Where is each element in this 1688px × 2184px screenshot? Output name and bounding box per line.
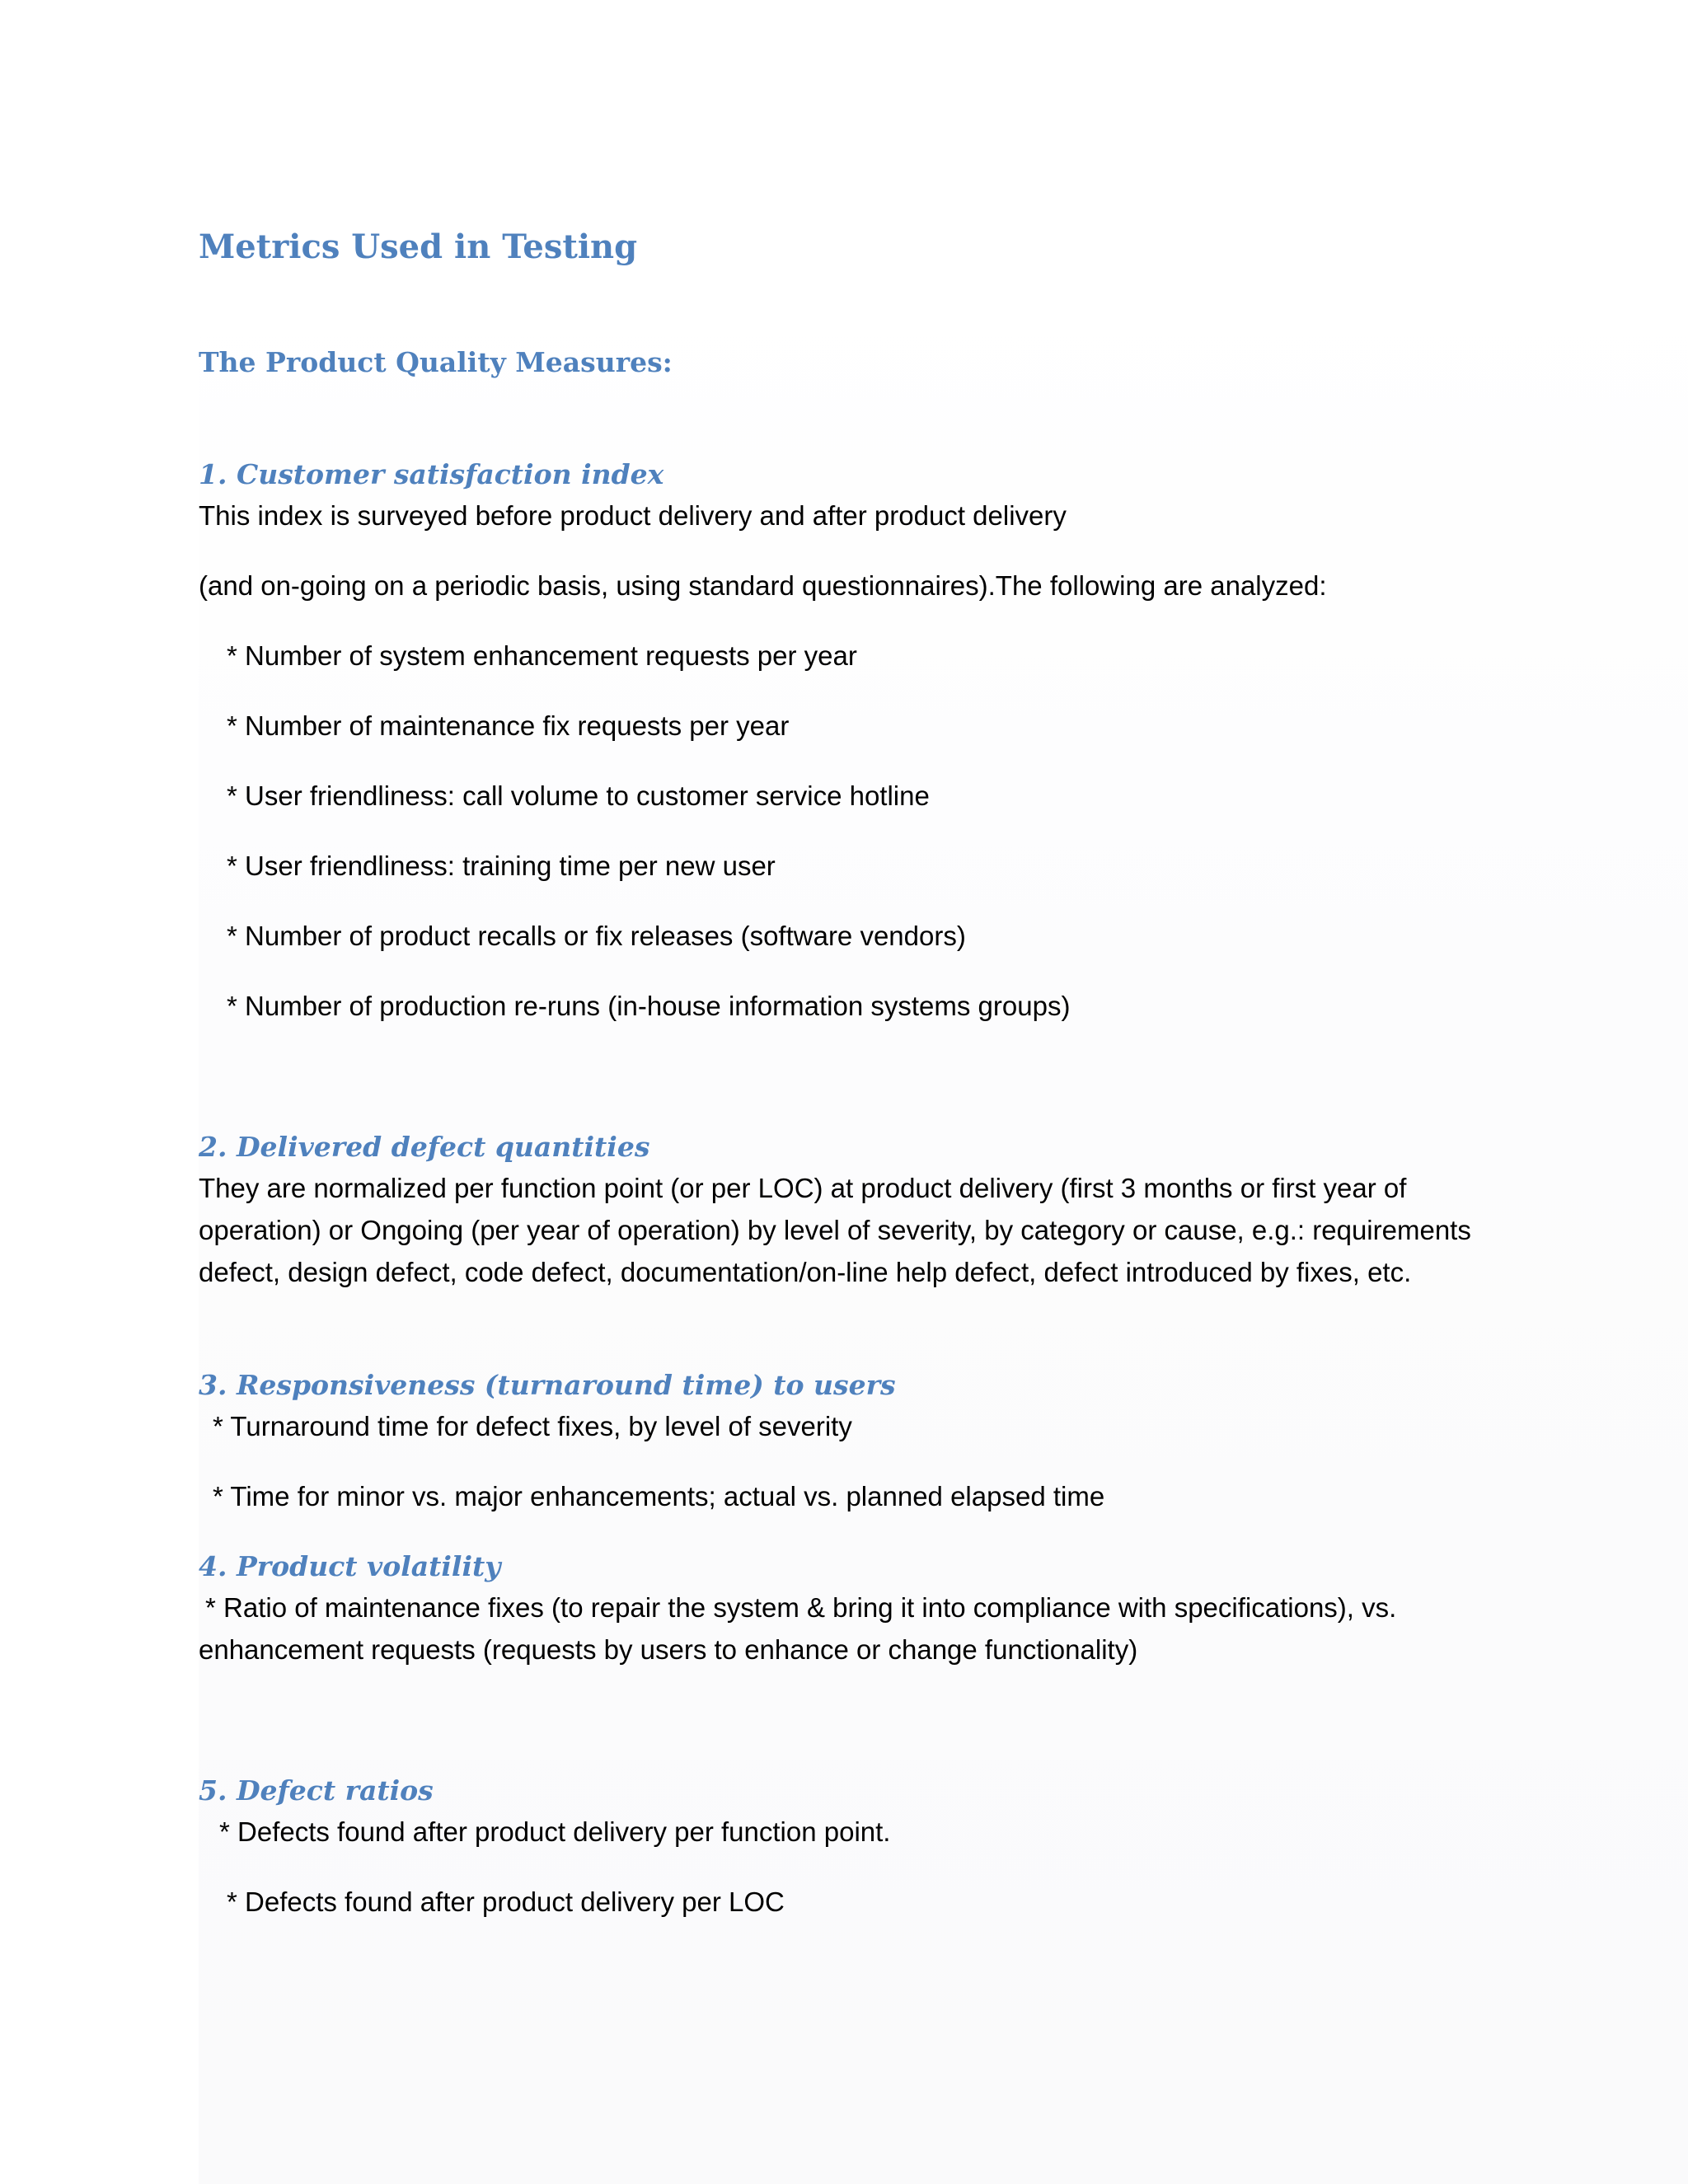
bullet-item: * Turnaround time for defect fixes, by level of severity (213, 1411, 852, 1441)
document-title: Metrics Used in Testing (199, 227, 638, 266)
body-paragraph: They are normalized per function point (or per LOC) at product delivery (first 3 months or first year of operation) or Ongoing (per year of operation) by level of severity, by category or cause, e.g.: requirements defect, design defect, code defect, documentation/on-line help defect, defect introduced by fixes, etc. (199, 1173, 1471, 1287)
bullet-item: * User friendliness: call volume to customer service hotline (227, 780, 930, 811)
section-heading-defect-ratios: 5. Defect ratios (199, 1774, 434, 1807)
section-heading-customer-satisfaction: 1. Customer satisfaction index (199, 458, 664, 490)
bullet-item: * Number of system enhancement requests per year (227, 640, 857, 671)
body-paragraph: * Ratio of maintenance fixes (to repair the system & bring it into compliance with specifications), vs. enhancement requests (requests by users to enhance or change functionality) (199, 1592, 1397, 1665)
section-subtitle: The Product Quality Measures: (199, 346, 673, 378)
section-heading-delivered-defect-quantities: 2. Delivered defect quantities (199, 1131, 650, 1163)
body-text-line: (and on-going on a periodic basis, using standard questionnaires).The following are analyzed: (199, 570, 1327, 601)
bullet-item: * Number of production re-runs (in-house information systems groups) (227, 991, 1071, 1021)
bullet-item: * User friendliness: training time per new user (227, 851, 776, 881)
body-text-line: This index is surveyed before product delivery and after product delivery (199, 500, 1067, 531)
bullet-item: * Number of product recalls or fix releases (software vendors) (227, 921, 966, 951)
bullet-item: * Defects found after product delivery per function point. (219, 1816, 891, 1847)
bullet-item: * Time for minor vs. major enhancements; actual vs. planned elapsed time (213, 1481, 1105, 1511)
bullet-item: * Number of maintenance fix requests per year (227, 710, 790, 741)
section-heading-responsiveness: 3. Responsiveness (turnaround time) to users (199, 1369, 896, 1401)
bullet-item: * Defects found after product delivery per LOC (227, 1886, 785, 1917)
section-heading-product-volatility: 4. Product volatility (199, 1550, 501, 1582)
